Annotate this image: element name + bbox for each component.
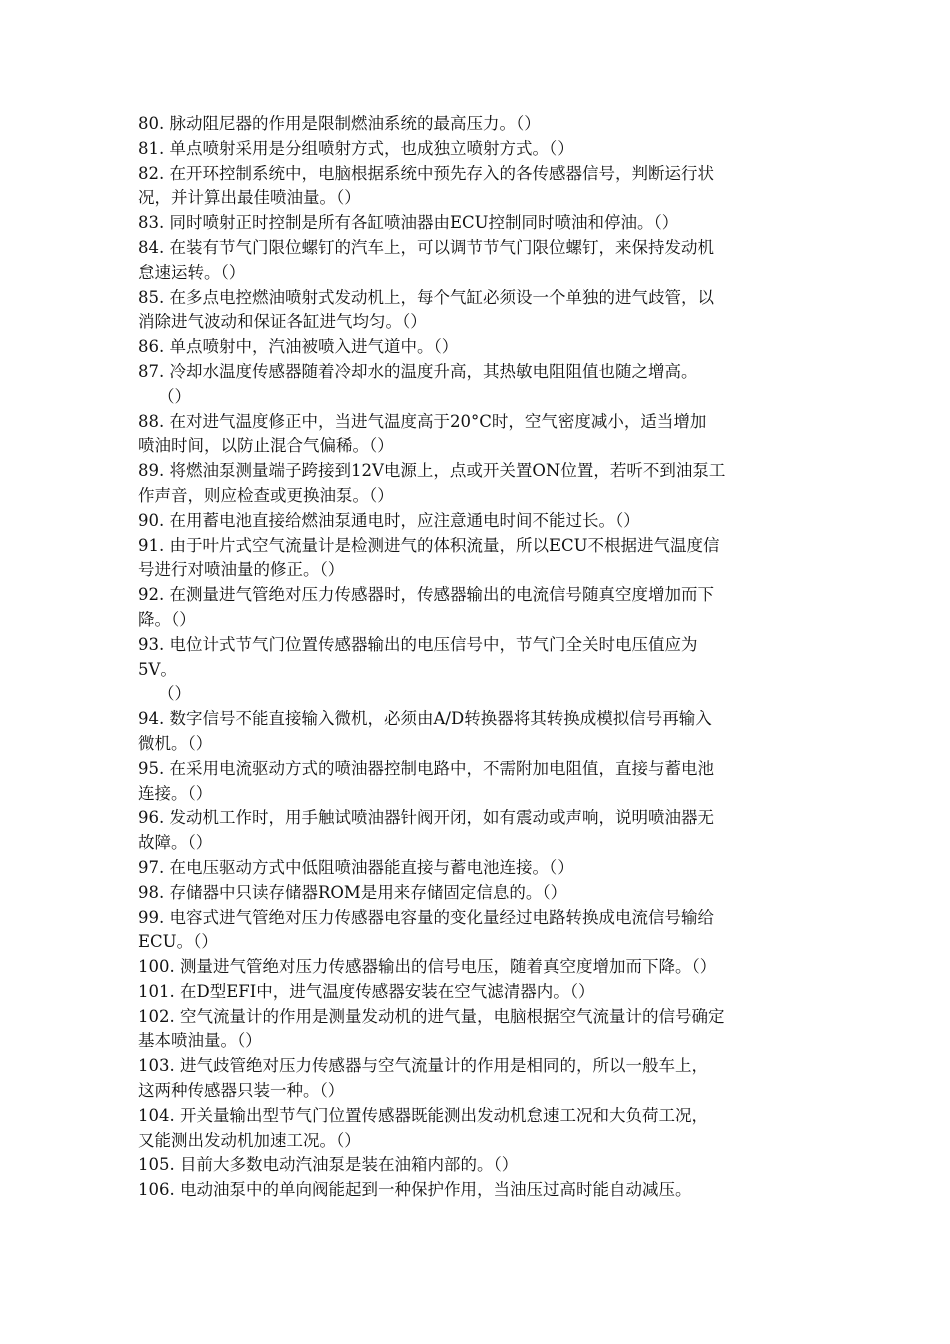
question-item <box>138 955 818 980</box>
question-text-line: 喷油时间，以防止混合气偏稀。（） <box>138 436 394 456</box>
question-text-line: 81. 单点喷射采用是分组喷射方式，也成独立喷射方式。（） <box>138 138 574 158</box>
question-item <box>138 1178 818 1203</box>
question-text-line: 105. 目前大多数电动汽油泵是装在油箱内部的。（） <box>138 1155 519 1175</box>
question-text-line: 94. 数字信号不能直接输入微机，必须由A/D转换器将其转换成模拟信号再输入 <box>138 709 712 729</box>
question-text-line: 101. 在D型EFI中，进气温度传感器安装在空气滤清器内。（） <box>138 981 595 1001</box>
question-item <box>138 1005 818 1055</box>
question-item <box>138 534 818 584</box>
question-text-line: ECU。（） <box>138 932 218 952</box>
question-text-line: 95. 在采用电流驱动方式的喷油器控制电路中，不需附加电阻值，直接与蓄电池 <box>138 758 714 778</box>
question-text-line: 故障。（） <box>138 833 213 853</box>
question-item <box>138 236 818 286</box>
question-item <box>138 980 818 1005</box>
question-text-line: 80. 脉动阻尼器的作用是限制燃油系统的最高压力。（） <box>138 114 541 133</box>
question-text-line: 连接。（） <box>138 783 213 803</box>
question-text-line: 90. 在用蓄电池直接给燃油泵通电时，应注意通电时间不能过长。（） <box>138 510 640 530</box>
question-text-line: 作声音，则应检查或更换油泵。（） <box>138 485 394 505</box>
question-text-line: 况，并计算出最佳喷油量。（） <box>138 188 361 208</box>
question-item <box>138 360 818 410</box>
question-text-line: （） <box>158 684 191 704</box>
question-text-line: 103. 进气歧管绝对压力传感器与空气流量计的作用是相同的，所以一般车上， <box>138 1056 708 1076</box>
question-text-line: 这两种传感器只装一种。（） <box>138 1081 345 1101</box>
question-item <box>138 509 818 534</box>
question-item <box>138 211 818 236</box>
question-text-line: 降。（） <box>138 609 196 629</box>
question-item <box>138 137 818 162</box>
question-text-line: 85. 在多点电控燃油喷射式发动机上，每个气缸必须设一个单独的进气歧管，以 <box>138 287 714 307</box>
question-text-line: 83. 同时喷射正时控制是所有各缸喷油器由ECU控制同时喷油和停油。（） <box>138 213 679 233</box>
question-item <box>138 856 818 881</box>
question-text-line: 97. 在电压驱动方式中低阻喷油器能直接与蓄电池连接。（） <box>138 857 574 877</box>
question-item <box>138 335 818 360</box>
question-text-line: 5V。 <box>138 659 177 679</box>
question-text-line: 88. 在对进气温度修正中，当进气温度高于20°C时，空气密度减小，适当增加 <box>138 411 707 431</box>
question-text-line: 又能测出发动机加速工况。（） <box>138 1130 361 1150</box>
question-item <box>138 906 818 956</box>
question-text-line: 102. 空气流量计的作用是测量发动机的进气量，电脑根据空气流量计的信号确定 <box>138 1006 725 1026</box>
question-text-line: 93. 电位计式节气门位置传感器输出的电压信号中，节气门全关时电压值应为 <box>138 634 698 654</box>
question-text-line: 号进行对喷油量的修正。（） <box>138 560 345 580</box>
question-text-line: 106. 电动油泵中的单向阀能起到一种保护作用，当油压过高时能自动减压。 <box>138 1180 692 1200</box>
question-item <box>138 583 818 633</box>
question-text-line: 87. 冷却水温度传感器随着冷却水的温度升高，其热敏电阻阻值也随之增高。 <box>138 361 698 381</box>
question-item <box>138 410 818 460</box>
question-text-line: 91. 由于叶片式空气流量计是检测进气的体积流量，所以ECU不根据进气温度信 <box>138 535 720 555</box>
question-item <box>138 1054 818 1104</box>
question-text-line: 89. 将燃油泵测量端子跨接到12V电源上，点或开关置ON位置，若听不到油泵工 <box>138 461 726 481</box>
question-text-line: 98. 存储器中只读存储器ROM是用来存储固定信息的。（） <box>138 882 568 902</box>
question-text-line: 96. 发动机工作时，用手触试喷油器针阀开闭，如有震动或声响，说明喷油器无 <box>138 808 714 828</box>
question-text-line: （） <box>158 386 191 406</box>
question-list <box>138 112 818 1203</box>
question-item <box>138 1104 818 1154</box>
question-item <box>138 633 818 707</box>
question-text-line: 微机。（） <box>138 733 213 753</box>
question-item <box>138 286 818 336</box>
question-item <box>138 707 818 757</box>
question-item <box>138 112 818 137</box>
question-text-line: 84. 在装有节气门限位螺钉的汽车上，可以调节节气门限位螺钉，来保持发动机 <box>138 237 714 257</box>
question-text-line: 82. 在开环控制系统中，电脑根据系统中预先存入的各传感器信号，判断运行状 <box>138 163 714 183</box>
question-text-line: 消除进气波动和保证各缸进气均匀。（） <box>138 312 427 332</box>
question-text-line: 基本喷油量。（） <box>138 1031 262 1051</box>
question-text-line: 怠速运转。（） <box>138 262 246 282</box>
question-item <box>138 162 818 212</box>
question-text-line: 86. 单点喷射中，汽油被喷入进气道中。（） <box>138 337 459 357</box>
question-text-line: 99. 电容式进气管绝对压力传感器电容量的变化量经过电路转换成电流信号输给 <box>138 907 714 927</box>
question-text-line: 104. 开关量输出型节气门位置传感器既能测出发动机怠速工况和大负荷工况， <box>138 1105 708 1125</box>
question-text-line: 100. 测量进气管绝对压力传感器输出的信号电压，随着真空度增加而下降。（） <box>138 957 717 977</box>
question-item <box>138 459 818 509</box>
question-item <box>138 757 818 807</box>
question-item <box>138 1153 818 1178</box>
question-text-line: 92. 在测量进气管绝对压力传感器时，传感器输出的电流信号随真空度增加而下 <box>138 585 714 605</box>
question-item <box>138 881 818 906</box>
question-item <box>138 806 818 856</box>
